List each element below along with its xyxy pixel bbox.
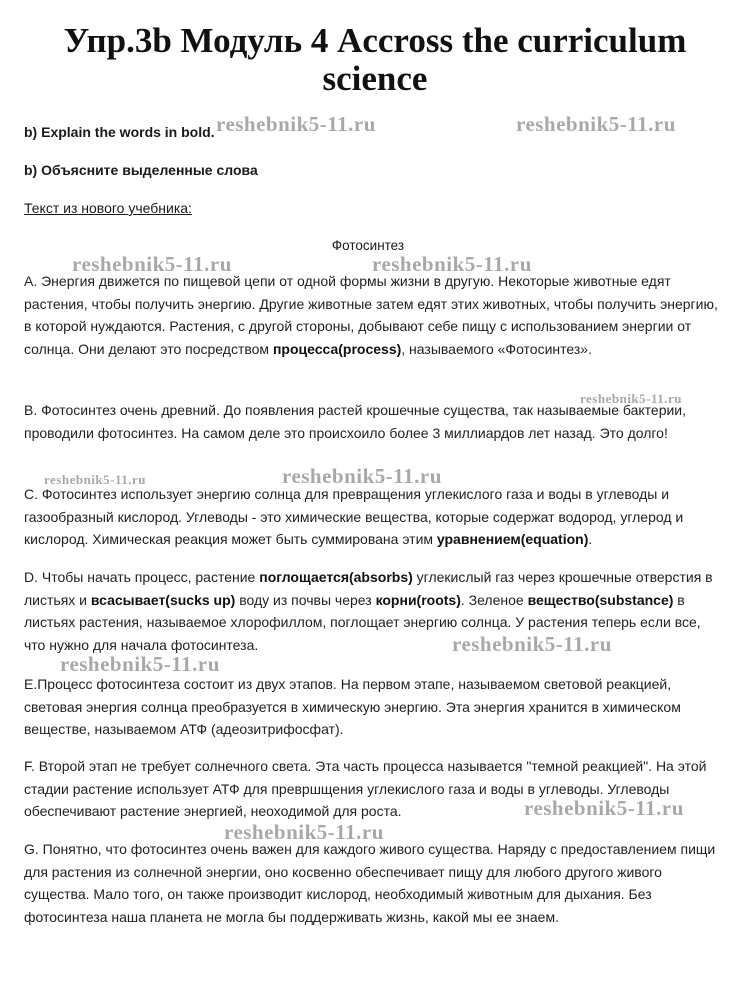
- task-english: b) Explain the words in bold.: [24, 124, 215, 140]
- bold-word-absorbs: поглощается(absorbs): [259, 569, 413, 585]
- watermark: reshebnik5-11.ru: [44, 472, 147, 487]
- paragraph-f: F. Второй этап не требует солнечного света. Эта часть процесса называется "темной реакцией". На этой стадии растение использует АТФ для превршщения углекислого газа и воды в углеводы. Углеводы обеспечивают растение энергией, неоходимой для роста.: [24, 758, 707, 819]
- source-label: Текст из нового учебника:: [24, 200, 192, 216]
- bold-word-roots: корни(roots): [375, 591, 461, 608]
- paragraph-b: B. Фотосинтез очень древний. До появления растей крошечные существа, так называемые бактерии, проводили фотосинтез. На самом деле это происхоило более 3 миллиардов лет назад. Это долго!: [24, 402, 687, 441]
- paragraph-a: A. Энергия движется по пищевой цепи от одной формы жизни в другую. Некоторые животные едят растения, чтобы получить энергию. Другие животные затем едят этих животных, чтобы получить энергию, в которой нуждаются. Растения, с другой стороны, добывают себе пищу с использованием энергии от солнца. Они делают это посредством процесса(process), называемого «Фотосинтез».: [24, 273, 718, 357]
- bold-word-sucks-up: всасывает(sucks up): [90, 591, 236, 608]
- watermark: reshebnik5-11.ru: [60, 652, 220, 676]
- watermark: reshebnik5-11.ru: [516, 112, 676, 136]
- bold-word-process: процесса(process): [272, 340, 402, 357]
- watermark: reshebnik5-11.ru: [216, 112, 376, 136]
- watermark: reshebnik5-11.ru: [524, 796, 684, 820]
- task-russian: b) Объясните выделенные слова: [24, 162, 258, 178]
- paragraph-c: C. Фотосинтез использует энергию солнца для превращения углекислого газа и воды в углеводы и газообразный кислород. Углеводы - это химические вещества, которые содержат водород, углерод и кислород. Химическая реакция может быть суммирована этим уравнением(equation).: [24, 486, 684, 547]
- watermark: reshebnik5-11.ru: [72, 252, 232, 276]
- paragraph-e: E.Процесс фотосинтеза состоит из двух этапов. На первом этапе, называемом световой реакцией, световая энергия солнца преобразуется в химическую энергию. Эта энергия хранится в химическом веществе, называемом АТФ (адеозитрифосфат).: [24, 676, 681, 737]
- bold-word-substance: вещество(substance): [527, 591, 674, 608]
- text-title: Фотосинтез: [331, 238, 405, 253]
- page-title: Упр.3b Модуль 4 Accross the curriculum science: [63, 21, 687, 98]
- watermark: reshebnik5-11.ru: [372, 252, 532, 276]
- watermark: reshebnik5-11.ru: [452, 632, 612, 656]
- bold-word-equation: уравнением(equation): [436, 531, 589, 547]
- paragraph-g: G. Понятно, что фотосинтез очень важен для каждого живого существа. Наряду с предоставлением пищи для растения из солнечной энергии, оно косвенно обеспечивает пищу для любого другого живого существа. Мало того, он также производит кислород, необходимый животным для дыхания. Без фотосинтеза наша планета не могла бы поддерживать жизнь, какой мы ее знаем.: [24, 841, 716, 925]
- paragraph-d: D. Чтобы начать процесс, растение поглощается(absorbs) углекислый газ через крошечные отверстия в листьях и всасывает(sucks up) воду из почвы через корни(roots). Зеленое вещество(substance) в листьях растения, называемое хлорофиллом, поглощает энергию солнца. У растения теперь если все, что нужно для начала фотосинтеза.: [24, 569, 713, 653]
- watermark: reshebnik5-11.ru: [580, 391, 683, 406]
- watermark: reshebnik5-11.ru: [282, 464, 442, 488]
- watermark: reshebnik5-11.ru: [224, 820, 384, 844]
